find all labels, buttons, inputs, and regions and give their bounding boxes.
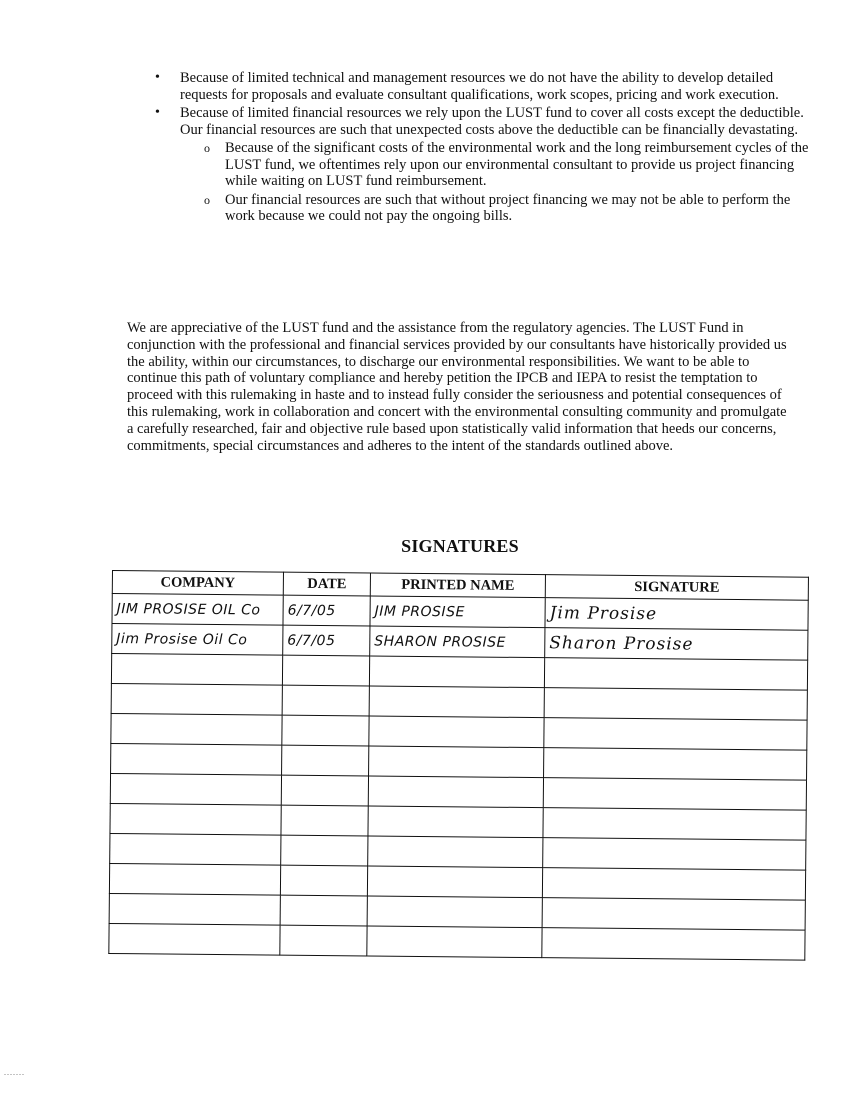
empty-table-row <box>109 923 805 960</box>
company-cell <box>109 923 280 955</box>
sub-bullet-text: Our financial resources are such that without project financing we may not be able to perform the work because we could not pay the ongoing bills. <box>225 191 791 224</box>
signature-handwriting: Sharon Prosise <box>549 632 694 655</box>
signature-cell <box>544 748 807 781</box>
signature-cell <box>545 598 808 631</box>
company-cell <box>109 863 280 895</box>
date-cell <box>281 835 368 866</box>
sub-bullet-item <box>198 140 810 190</box>
circle-marker-icon: o <box>204 192 210 207</box>
date-cell <box>283 595 370 626</box>
printed-name-cell <box>369 686 544 718</box>
printed-name-cell <box>367 866 542 898</box>
printed-name-cell <box>369 716 544 748</box>
signature-cell <box>545 628 808 661</box>
company-cell <box>110 803 281 835</box>
signature-table <box>108 570 809 961</box>
company-cell <box>111 713 282 745</box>
date-cell <box>281 805 368 836</box>
signature-handwriting: Jim Prosise <box>549 602 658 624</box>
signatures-heading: SIGNATURES <box>401 536 519 556</box>
date-handwriting: 6/7/05 <box>287 632 336 649</box>
printed-name-cell <box>368 776 543 808</box>
printed-name-cell <box>367 896 542 928</box>
company-cell <box>111 654 282 686</box>
company-handwriting: Jim Prosise Oil Co <box>116 630 248 648</box>
company-cell <box>110 773 281 805</box>
signature-cell <box>543 838 806 871</box>
signature-cell <box>543 808 806 841</box>
company-cell <box>112 624 283 656</box>
bullet-text: Because of limited financial resources we rely upon the LUST fund to cover all costs except the deductible. Our financial resources are such that unexpected costs above the deductible can be financially devastating. <box>180 105 804 138</box>
date-cell <box>282 655 369 686</box>
scan-artifact: ....... <box>4 1068 25 1077</box>
date-handwriting: 6/7/05 <box>287 602 336 619</box>
bullet-item <box>150 105 810 138</box>
date-cell <box>282 685 369 716</box>
company-cell <box>111 743 282 775</box>
header-printed-name: PRINTED NAME <box>370 573 545 598</box>
date-cell <box>282 715 369 746</box>
signature-cell <box>544 658 807 691</box>
printed-name-cell <box>369 656 544 688</box>
printed-name-handwriting: JIM PROSISE <box>374 603 465 620</box>
bullet-marker-icon: • <box>155 70 160 85</box>
petition-paragraph: We are appreciative of the LUST fund and the assistance from the regulatory agencies. The LUST Fund in conjunction with the professional and financial services provided by our consultants have historically provided us the ability, within our circumstances, to discharge our environmental responsibilities. We want to be able to continue this path of voluntary compliance and hereby petition the IPCB and IEPA to resist the temptation to proceed with this rulemaking in haste and to instead fully consider the seriousness and potential consequences of this rulemaking, work in collaboration and concert with the environmental consulting community and promulgate a carefully researched, fair and objective rule based upon statistically valid information that heeds our concerns, commitments, special circumstances and adheres to the intent of the standards outlined above. <box>127 320 787 454</box>
header-signature: SIGNATURE <box>545 575 808 601</box>
bullet-item <box>150 70 810 103</box>
printed-name-cell <box>369 746 544 778</box>
printed-name-cell <box>370 626 545 658</box>
signature-cell <box>542 898 805 931</box>
company-cell <box>110 833 281 865</box>
header-date: DATE <box>283 572 370 596</box>
date-cell <box>280 925 367 956</box>
signature-cell <box>543 778 806 811</box>
sub-bullet-text: Because of the significant costs of the environmental work and the long reimbursement cycles of the LUST fund, we oftentimes rely upon our environmental consultant to provide us project financing while waiting on LUST fund reimbursement. <box>225 140 809 189</box>
company-handwriting: JIM PROSISE OIL Co <box>116 600 261 618</box>
printed-name-handwriting: SHARON PROSISE <box>374 633 507 651</box>
sub-bullet-item <box>198 192 810 225</box>
company-cell <box>111 683 282 715</box>
circle-marker-icon: o <box>204 141 210 155</box>
bullet-list <box>150 70 810 227</box>
date-cell <box>283 625 370 656</box>
signature-cell <box>542 868 805 901</box>
signature-cell <box>544 718 807 751</box>
printed-name-cell <box>370 596 545 628</box>
date-cell <box>280 865 367 896</box>
printed-name-cell <box>367 926 542 958</box>
printed-name-cell <box>368 806 543 838</box>
company-cell <box>112 594 283 626</box>
bullet-text: Because of limited technical and management resources we do not have the ability to develop detailed requests for proposals and evaluate consultant qualifications, work scopes, pricing and work execution. <box>180 70 779 103</box>
date-cell <box>280 895 367 926</box>
date-cell <box>282 745 369 776</box>
header-company: COMPANY <box>112 571 283 596</box>
date-cell <box>281 775 368 806</box>
signature-cell <box>544 688 807 721</box>
printed-name-cell <box>368 836 543 868</box>
signature-cell <box>542 928 805 961</box>
sub-bullet-list <box>198 140 810 225</box>
company-cell <box>109 893 280 925</box>
bullet-marker-icon: • <box>155 105 160 120</box>
